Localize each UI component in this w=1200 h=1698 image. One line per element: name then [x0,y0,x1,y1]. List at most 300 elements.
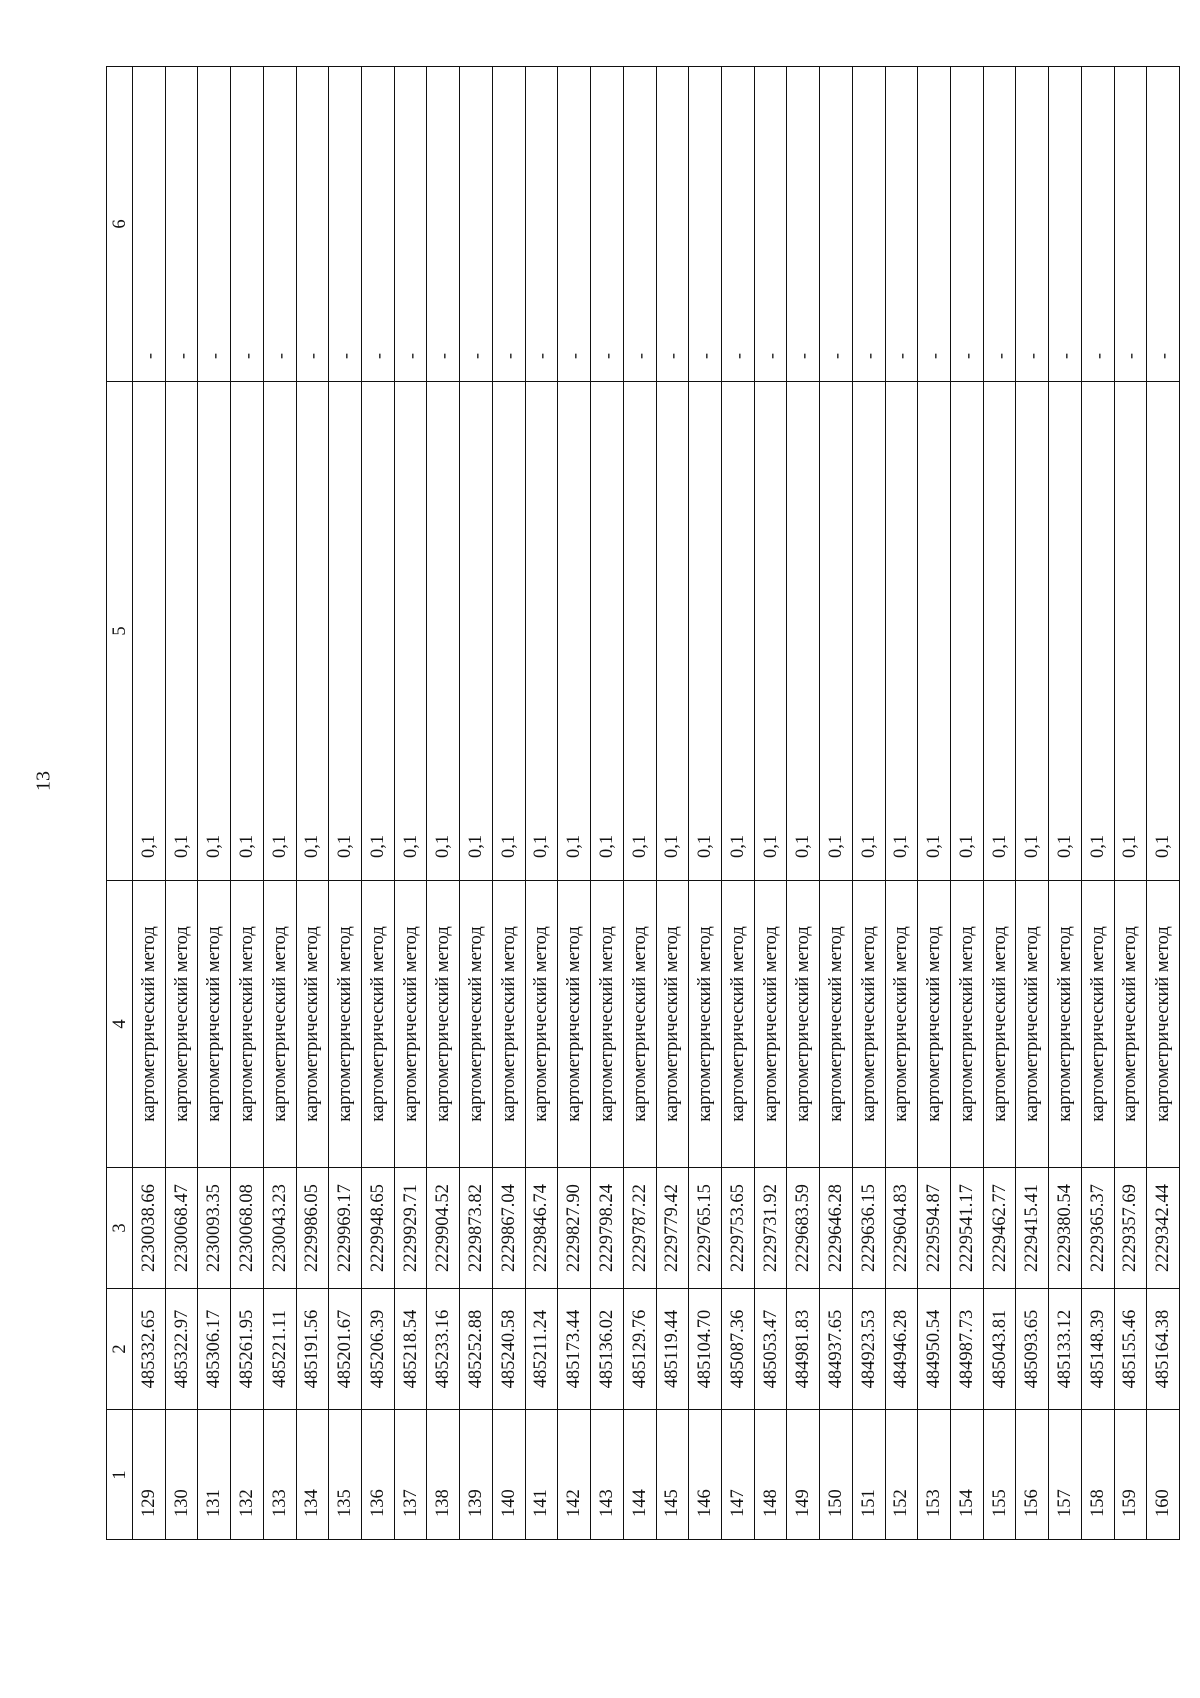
point-number: 135 [334,1488,355,1517]
x-coordinate-cell [395,1288,427,1409]
y-coordinate-cell [1115,1167,1147,1288]
point-number: 131 [204,1488,225,1517]
point-number: 153 [923,1488,944,1517]
accuracy-value: 0,1 [269,834,290,858]
y-coordinate: 2230038.66 [138,1184,159,1272]
point-number-cell [526,1409,558,1539]
accuracy-cell [362,381,394,880]
point-number: 130 [171,1488,192,1517]
point-number-cell [624,1409,656,1539]
accuracy-cell [820,381,852,880]
x-coordinate: 484981.83 [792,1309,813,1389]
note-value: - [596,353,617,359]
x-coordinate-cell [624,1288,656,1409]
accuracy-cell [886,381,918,880]
point-number-cell [493,1409,525,1539]
method-cell [362,880,394,1167]
table-row [984,67,1017,1539]
point-number: 145 [662,1488,683,1517]
x-coordinate-cell [1049,1288,1081,1409]
accuracy-value: 0,1 [989,834,1010,858]
accuracy-cell [395,381,427,880]
x-coordinate-cell [231,1288,263,1409]
note-cell [198,67,230,381]
table-row [918,67,951,1539]
y-coordinate-cell [755,1167,787,1288]
note-value: - [171,353,192,359]
x-coordinate-cell [427,1288,459,1409]
x-coordinate: 485206.39 [367,1309,388,1389]
y-coordinate: 2230068.47 [171,1184,192,1272]
y-coordinate: 2229541.17 [956,1184,977,1272]
y-coordinate-cell [1082,1167,1114,1288]
x-coordinate: 485332.65 [138,1309,159,1389]
table-row [297,67,330,1539]
note-value: - [793,353,814,359]
accuracy-value: 0,1 [792,834,813,858]
x-coordinate-cell [558,1288,590,1409]
table-row [264,67,297,1539]
accuracy-value: 0,1 [1054,834,1075,858]
y-coordinate-cell [591,1167,623,1288]
point-number: 136 [367,1488,388,1517]
y-coordinate: 2229594.87 [923,1184,944,1272]
note-cell [395,67,427,381]
accuracy-cell [1147,381,1179,880]
point-number: 157 [1054,1488,1075,1517]
note-value: - [367,353,388,359]
accuracy-cell [198,381,230,880]
x-coordinate-cell [1082,1288,1114,1409]
note-cell [526,67,558,381]
note-value: - [662,353,683,359]
x-coordinate: 485119.44 [662,1310,683,1388]
point-number-cell [984,1409,1016,1539]
point-number: 137 [400,1488,421,1517]
point-number: 129 [138,1488,159,1517]
x-coordinate-cell [493,1288,525,1409]
point-number-cell [1147,1409,1179,1539]
accuracy-value: 0,1 [596,834,617,858]
x-coordinate-cell [362,1288,394,1409]
y-coordinate: 2229827.90 [563,1184,584,1272]
y-coordinate: 2229342.44 [1152,1184,1173,1272]
accuracy-value: 0,1 [433,834,454,858]
note-value: - [924,353,945,359]
y-coordinate: 2229380.54 [1054,1184,1075,1272]
page-number-text: 13 [32,771,55,791]
x-coordinate: 484987.73 [956,1309,977,1389]
x-coordinate: 485053.47 [760,1309,781,1389]
x-coordinate-cell [526,1288,558,1409]
coordinates-table [106,66,1180,1540]
point-number-cell [198,1409,230,1539]
accuracy-cell [689,381,721,880]
x-coordinate: 484950.54 [923,1309,944,1389]
point-number: 156 [1022,1488,1043,1517]
x-coordinate-cell [133,1288,165,1409]
method-cell [297,880,329,1167]
note-value: - [138,353,159,359]
note-value: - [956,353,977,359]
y-coordinate-cell [427,1167,459,1288]
header-cell-1 [107,1409,132,1539]
y-coordinate: 2229683.59 [792,1184,813,1272]
x-coordinate-cell [591,1288,623,1409]
note-cell [231,67,263,381]
accuracy-cell [1082,381,1114,880]
method-cell [231,880,263,1167]
x-coordinate-cell [886,1288,918,1409]
y-coordinate-cell [689,1167,721,1288]
x-coordinate: 485191.56 [302,1309,323,1389]
y-coordinate: 2229604.83 [891,1184,912,1272]
point-number: 160 [1152,1488,1173,1517]
table-row [591,67,624,1539]
y-coordinate: 2229779.42 [662,1184,683,1272]
x-coordinate-cell [951,1288,983,1409]
y-coordinate: 2229357.69 [1120,1184,1141,1272]
note-value: - [531,353,552,359]
accuracy-value: 0,1 [956,834,977,858]
x-coordinate: 484937.65 [825,1309,846,1389]
point-number: 150 [825,1488,846,1517]
accuracy-value: 0,1 [302,834,323,858]
table-header-row [107,67,133,1539]
note-cell [886,67,918,381]
note-cell [1147,67,1179,381]
accuracy-value: 0,1 [563,834,584,858]
note-cell [1049,67,1081,381]
x-coordinate: 485155.46 [1120,1309,1141,1389]
point-number: 134 [302,1488,323,1517]
method-text: картометрический метод [138,926,159,1122]
x-coordinate: 485261.95 [236,1309,257,1389]
accuracy-cell [1115,381,1147,880]
x-coordinate-cell [722,1288,754,1409]
method-cell [1049,880,1081,1167]
y-coordinate-cell [787,1167,819,1288]
x-coordinate-cell [264,1288,296,1409]
header-cell-6 [107,67,132,381]
method-cell [755,880,787,1167]
note-value: - [695,353,716,359]
method-text: картометрический метод [792,926,813,1122]
y-coordinate: 2230068.08 [236,1184,257,1272]
accuracy-cell [231,381,263,880]
y-coordinate-cell [657,1167,689,1288]
method-cell [329,880,361,1167]
method-cell [493,880,525,1167]
x-coordinate: 485322.97 [171,1309,192,1389]
accuracy-cell [755,381,787,880]
method-text: картометрический метод [367,926,388,1122]
header-cell-2 [107,1288,132,1409]
x-coordinate: 485087.36 [727,1309,748,1389]
note-value: - [727,353,748,359]
accuracy-value: 0,1 [858,834,879,858]
x-coordinate-cell [853,1288,885,1409]
table-row [787,67,820,1539]
note-value: - [204,353,225,359]
method-cell [657,880,689,1167]
y-coordinate-cell [984,1167,1016,1288]
note-cell [820,67,852,381]
method-text: картометрический метод [334,926,355,1122]
method-text: картометрический метод [662,926,683,1122]
y-coordinate-cell [198,1167,230,1288]
y-coordinate-cell [1049,1167,1081,1288]
method-text: картометрический метод [727,926,748,1122]
y-coordinate-cell [951,1167,983,1288]
method-cell [853,880,885,1167]
y-coordinate-cell [297,1167,329,1288]
note-value: - [237,353,258,359]
accuracy-value: 0,1 [367,834,388,858]
header-cell-3 [107,1167,132,1288]
y-coordinate-cell [493,1167,525,1288]
accuracy-cell [1049,381,1081,880]
accuracy-cell [427,381,459,880]
point-number-cell [886,1409,918,1539]
x-coordinate: 485129.76 [629,1309,650,1389]
note-cell [264,67,296,381]
header-label-3: 3 [109,1223,130,1233]
method-text: картометрический метод [531,926,552,1122]
y-coordinate: 2229365.37 [1087,1184,1108,1272]
accuracy-cell [329,381,361,880]
x-coordinate-cell [657,1288,689,1409]
method-text: картометрический метод [1120,926,1141,1122]
table-row [362,67,395,1539]
method-text: картометрический метод [596,926,617,1122]
note-value: - [498,353,519,359]
table-row [755,67,788,1539]
method-cell [1147,880,1179,1167]
x-coordinate-cell [460,1288,492,1409]
point-number: 140 [498,1488,519,1517]
method-text: картометрический метод [204,926,225,1122]
y-coordinate-cell [362,1167,394,1288]
point-number-cell [951,1409,983,1539]
point-number-cell [166,1409,198,1539]
method-text: картометрический метод [989,926,1010,1122]
note-value: - [302,353,323,359]
y-coordinate-cell [526,1167,558,1288]
y-coordinate: 2229904.52 [433,1184,454,1272]
point-number-cell [1049,1409,1081,1539]
table-row [853,67,886,1539]
note-cell [297,67,329,381]
note-value: - [335,353,356,359]
point-number: 142 [563,1488,584,1517]
note-cell [657,67,689,381]
note-value: - [825,353,846,359]
note-cell [853,67,885,381]
x-coordinate-cell [297,1288,329,1409]
y-coordinate-cell [918,1167,950,1288]
x-coordinate: 484946.28 [891,1309,912,1389]
header-label-1: 1 [109,1469,130,1480]
point-number: 148 [760,1488,781,1517]
x-coordinate: 485201.67 [334,1309,355,1389]
y-coordinate-cell [329,1167,361,1288]
method-text: картометрический метод [400,926,421,1122]
y-coordinate: 2229636.15 [858,1184,879,1272]
y-coordinate: 2230043.23 [269,1184,290,1272]
table-row [231,67,264,1539]
method-text: картометрический метод [923,926,944,1122]
method-text: картометрический метод [302,926,323,1122]
y-coordinate-cell [853,1167,885,1288]
point-number: 149 [792,1488,813,1517]
x-coordinate-cell [198,1288,230,1409]
table-row [427,67,460,1539]
point-number-cell [133,1409,165,1539]
point-number-cell [820,1409,852,1539]
x-coordinate: 485043.81 [989,1309,1010,1389]
x-coordinate-cell [787,1288,819,1409]
table-row [1016,67,1049,1539]
point-number-cell [1016,1409,1048,1539]
method-text: картометрический метод [858,926,879,1122]
x-coordinate-cell [329,1288,361,1409]
y-coordinate-cell [820,1167,852,1288]
accuracy-cell [722,381,754,880]
x-coordinate-cell [1115,1288,1147,1409]
accuracy-value: 0,1 [629,834,650,858]
point-number: 143 [596,1488,617,1517]
point-number-cell [591,1409,623,1539]
accuracy-value: 0,1 [1022,834,1043,858]
note-cell [755,67,787,381]
x-coordinate: 485136.02 [596,1309,617,1389]
table-row [198,67,231,1539]
table-row [689,67,722,1539]
point-number: 139 [465,1488,486,1517]
header-label-5: 5 [109,626,130,636]
accuracy-value: 0,1 [694,834,715,858]
method-cell [1016,880,1048,1167]
table-row [526,67,559,1539]
method-cell [526,880,558,1167]
point-number-cell [1082,1409,1114,1539]
note-cell [427,67,459,381]
accuracy-cell [526,381,558,880]
note-value: - [1054,353,1075,359]
method-text: картометрический метод [694,926,715,1122]
note-value: - [1087,353,1108,359]
point-number-cell [755,1409,787,1539]
point-number-cell [689,1409,721,1539]
y-coordinate: 2229929.71 [400,1184,421,1272]
note-cell [460,67,492,381]
accuracy-value: 0,1 [1087,834,1108,858]
accuracy-cell [558,381,590,880]
x-coordinate: 485221.11 [269,1310,290,1388]
y-coordinate: 2229731.92 [760,1184,781,1272]
header-label-4: 4 [109,1019,130,1029]
note-value: - [466,353,487,359]
table-row [493,67,526,1539]
y-coordinate: 2229415.41 [1022,1184,1043,1272]
accuracy-value: 0,1 [760,834,781,858]
method-text: картометрический метод [171,926,192,1122]
x-coordinate-cell [755,1288,787,1409]
note-value: - [891,353,912,359]
accuracy-value: 0,1 [923,834,944,858]
method-cell [133,880,165,1167]
accuracy-value: 0,1 [400,834,421,858]
y-coordinate: 2229948.65 [367,1184,388,1272]
method-text: картометрический метод [465,926,486,1122]
y-coordinate-cell [133,1167,165,1288]
x-coordinate: 485173.44 [563,1309,584,1389]
x-coordinate: 485233.16 [433,1309,454,1389]
method-cell [427,880,459,1167]
accuracy-cell [853,381,885,880]
note-cell [362,67,394,381]
accuracy-cell [984,381,1016,880]
accuracy-value: 0,1 [204,834,225,858]
point-number-cell [395,1409,427,1539]
point-number: 152 [891,1488,912,1517]
point-number: 154 [956,1488,977,1517]
note-cell [722,67,754,381]
method-cell [624,880,656,1167]
y-coordinate-cell [1147,1167,1179,1288]
table-row [886,67,919,1539]
method-text: картометрический метод [956,926,977,1122]
point-number-cell [1115,1409,1147,1539]
note-value: - [433,353,454,359]
accuracy-value: 0,1 [334,834,355,858]
point-number-cell [853,1409,885,1539]
method-cell [264,880,296,1167]
x-coordinate: 485306.17 [204,1309,225,1389]
note-cell [1082,67,1114,381]
header-cell-5 [107,381,132,880]
accuracy-value: 0,1 [138,834,159,858]
accuracy-cell [951,381,983,880]
method-cell [460,880,492,1167]
x-coordinate: 485218.54 [400,1309,421,1389]
accuracy-cell [624,381,656,880]
table-row [624,67,657,1539]
accuracy-value: 0,1 [531,834,552,858]
y-coordinate-cell [722,1167,754,1288]
accuracy-cell [787,381,819,880]
accuracy-value: 0,1 [727,834,748,858]
method-text: картометрический метод [891,926,912,1122]
accuracy-value: 0,1 [465,834,486,858]
y-coordinate-cell [460,1167,492,1288]
y-coordinate: 2229646.28 [825,1184,846,1272]
point-number-cell [657,1409,689,1539]
table-row [395,67,428,1539]
table-row [1147,67,1179,1539]
accuracy-value: 0,1 [891,834,912,858]
method-cell [984,880,1016,1167]
table-row [133,67,166,1539]
x-coordinate: 484923.53 [858,1309,879,1389]
method-text: картометрический метод [563,926,584,1122]
y-coordinate: 2229986.05 [302,1184,323,1272]
note-cell [951,67,983,381]
accuracy-value: 0,1 [498,834,519,858]
note-value: - [1153,353,1174,359]
accuracy-value: 0,1 [1120,834,1141,858]
